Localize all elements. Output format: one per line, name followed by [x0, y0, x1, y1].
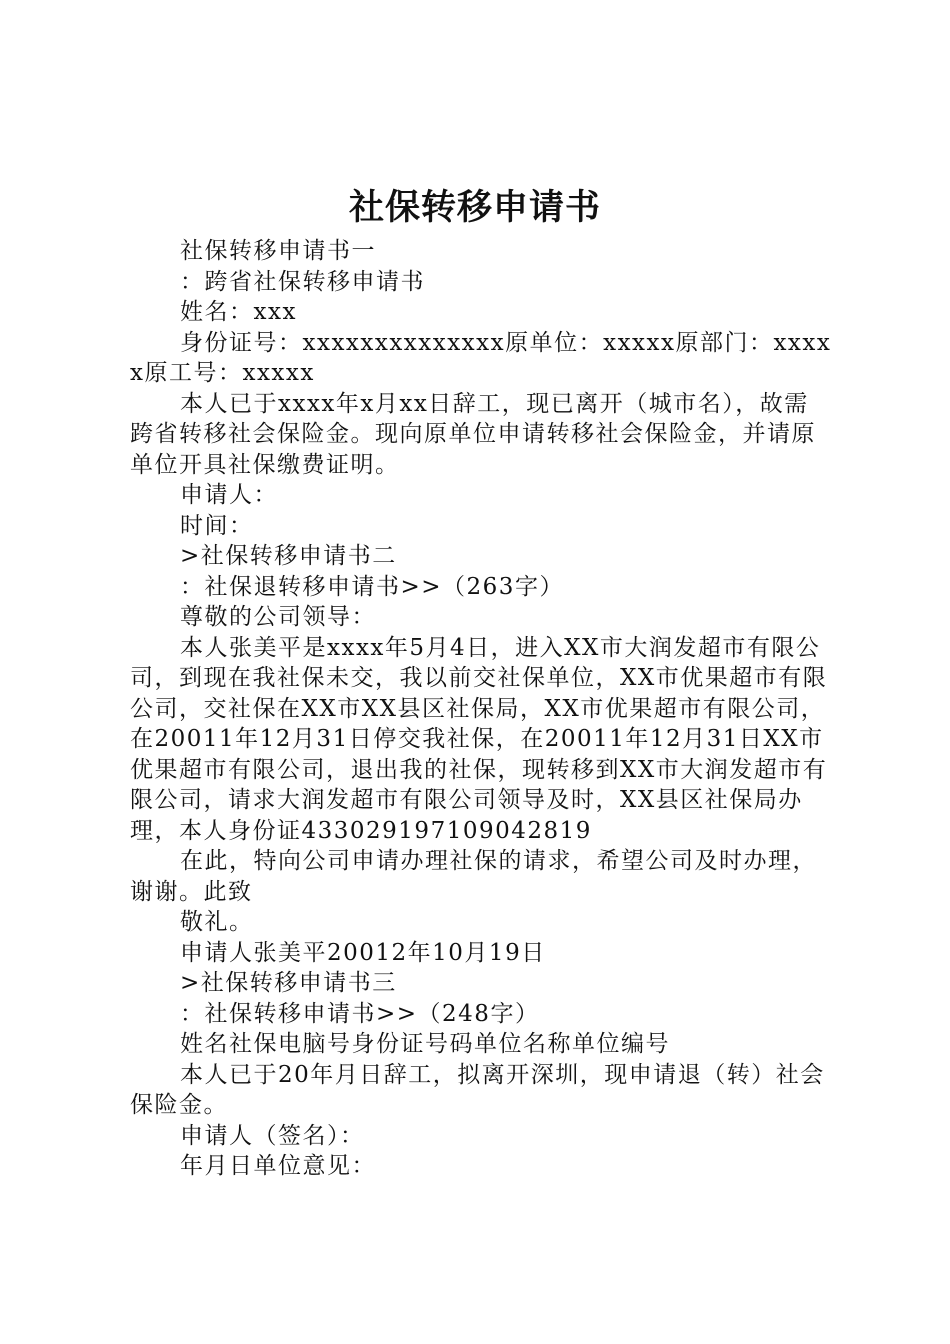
paragraph: 申请人（签名）： — [180, 1122, 365, 1149]
paragraph: ：社保退转移申请书>>（263字） — [180, 573, 564, 600]
paragraph: >社保转移申请书二 — [180, 543, 397, 569]
paragraph: 时间： — [180, 512, 254, 539]
paragraph: 在此，特向公司申请办理社保的请求，希望公司及时办理，谢谢。此致 — [130, 848, 817, 905]
paragraph: ：跨省社保转移申请书 — [180, 268, 425, 295]
document-title: 社保转移申请书 — [348, 188, 601, 228]
paragraph: 本人已于xxxx年x月xx日辞工，现已离开（城市名），故需跨省转移社会保险金。现向原单位申请转移社会保险金，并请原单位开具社保缴费证明。 — [130, 390, 816, 478]
paragraph: >社保转移申请书三 — [180, 970, 397, 996]
paragraph: 申请人张美平20012年10月19日 — [180, 939, 546, 966]
paragraph: 尊敬的公司领导： — [180, 604, 376, 630]
paragraph: ：社保转移申请书>>（248字） — [180, 1000, 540, 1027]
paragraph: 年月日单位意见： — [180, 1153, 376, 1179]
paragraph: 姓名：xxx — [180, 299, 297, 325]
paragraph: 敬礼。 — [180, 909, 254, 935]
paragraph: 本人已于20年月日辞工，拟离开深圳，现申请退（转）社会保险金。 — [130, 1061, 825, 1118]
paragraph: 社保转移申请书一 — [180, 238, 376, 264]
paragraph: 姓名社保电脑号身份证号码单位名称单位编号 — [180, 1031, 670, 1057]
paragraph: 本人张美平是xxxx年5月4日，进入XX市大润发超市有限公司，到现在我社保未交，我以前交社保单位，XX市优果超市有限公司，交社保在XX市XX县区社保局，XX市优果超市有限公司，在20011年12月31日停交我社保，在20011年12月31日XX市优果超市有限公司，退出我的社保，现转移到XX市大润发超市有限公司，请求大润发超市有限公司领导及时，XX县区社保局办理，本人身份证433029197109042819 — [130, 634, 828, 844]
paragraph: 申请人： — [180, 482, 278, 508]
paragraph: 身份证号：xxxxxxxxxxxxxx原单位：xxxxx原部门：xxxxx原工号：xxxxx — [130, 329, 832, 386]
document-body — [130, 236, 832, 1182]
